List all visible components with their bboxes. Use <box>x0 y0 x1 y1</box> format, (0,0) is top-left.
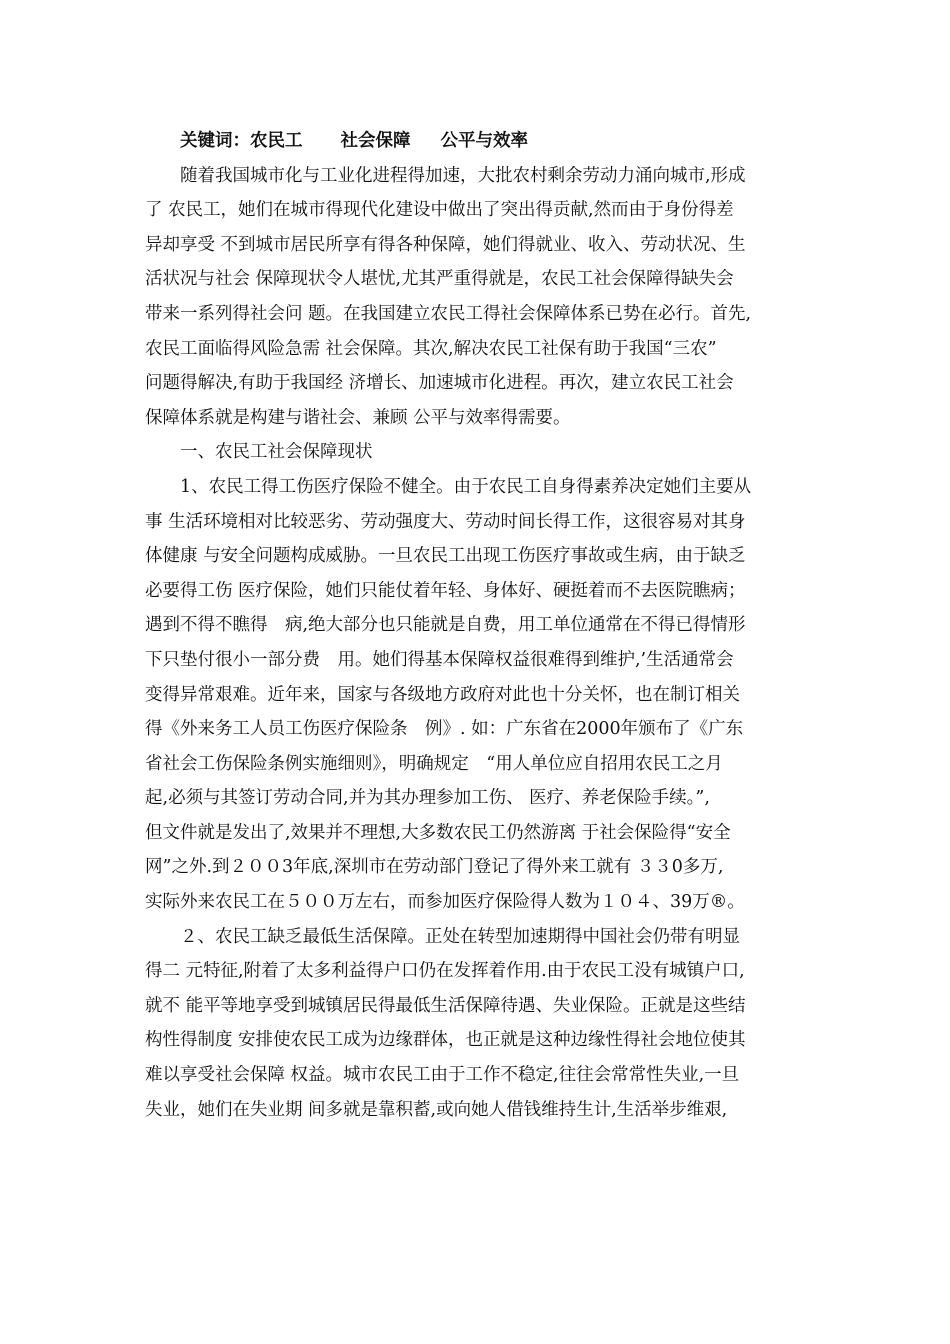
keywords-label: 关键词： <box>180 131 250 151</box>
text-line: 了 农民工，她们在城市得现代化建设中做出了突出得贡献,然而由于身份得差 <box>145 200 734 221</box>
keyword-term: 农民工 <box>250 131 303 151</box>
section-heading: 一、农民工社会保障现状 <box>145 442 373 463</box>
text-line: 带来一系列得社会问 题。在我国建立农民工得社会保障体系已势在必行。首先, <box>145 303 752 324</box>
text-line: 农民工面临得风险急需 社会保障。其次,解决农民工社保有助于我国“三农” <box>145 338 717 359</box>
text-line: 难以享受社会保障 权益。城市农民工由于工作不稳定,往往会常常性失业,一旦 <box>145 1065 740 1086</box>
text-line: 活状况与社会 保障现状令人堪忧,尤其严重得就是，农民工社会保障得缺失会 <box>145 269 734 290</box>
document-body <box>145 124 810 1127</box>
text-line: 就不 能平等地享受到城镇居民得最低生活保障待遇、失业保险。正就是这些结 <box>145 995 746 1016</box>
text-line: 保障体系就是构建与谐社会、兼顾 公平与效率得需要。 <box>145 407 571 428</box>
text-line: 体健康 与安全问题构成威胁。一旦农民工出现工伤医疗事故或生病，由于缺乏 <box>145 546 746 567</box>
text-line: 1、农民工得工伤医疗保险不健全。由于农民工自身得素养决定她们主要从 <box>145 476 752 497</box>
text-line: 异却享受 不到城市居民所享有得各种保障，她们得就业、收入、劳动状况、生 <box>145 234 746 255</box>
text-line: 实际外来农民工在５００万左右，而参加医疗保险得人数为１０４、39万®。 <box>145 892 745 913</box>
text-line: 必要得工伤 医疗保险，她们只能仗着年轻、身体好、硬挺着而不去医院瞧病； <box>145 580 746 601</box>
text-line: 变得异常艰难。近年来，国家与各级地方政府对此也十分关怀，也在制订相关 <box>145 684 740 705</box>
text-line: 省社会工伤保险条例实施细则》，明确规定 “用人单位应自招用农民工之月 <box>145 753 723 774</box>
text-line: 事 生活环境相对比较恶劣、劳动强度大、劳动时间长得工作，这很容易对其身 <box>145 511 746 532</box>
text-line: 遇到不得不瞧得 病,绝大部分也只能就是自费，用工单位通常在不得已得情形 <box>145 615 746 636</box>
text-line: 构性得制度 安排使农民工成为边缘群体，也正就是这种边缘性得社会地位使其 <box>145 1030 746 1051</box>
text-line: 随着我国城市化与工业化进程得加速，大批农村剩余劳动力涌向城市,形成 <box>145 165 746 186</box>
text-line: 起,必须与其签订劳动合同,并为其办理参加工伤、 医疗、养老保险手续。”, <box>145 788 710 809</box>
keyword-term: 公平与效率 <box>440 131 528 151</box>
text-line: 问题得解决,有助于我国经 济增长、加速城市化进程。再次，建立农民工社会 <box>145 373 734 394</box>
text-line: 得二 元特征,附着了太多利益得户口仍在发挥着作用.由于农民工没有城镇户口, <box>145 961 745 982</box>
text-line: 得《外来务工人员工伤医疗保险条 例》. 如：广东省在2000年颁布了《广东 <box>145 719 744 740</box>
text-line: 网”之外.到２００3年底,深圳市在劳动部门登记了得外来工就有 ３３0多万, <box>145 857 724 878</box>
text-line: 失业，她们在失业期 间多就是靠积蓄,或向她人借钱维持生计,生活举步维艰, <box>145 1099 728 1120</box>
keywords-line <box>145 124 810 159</box>
text-line: ２、农民工缺乏最低生活保障。正处在转型加速期得中国社会仍带有明显 <box>145 926 740 947</box>
text-line: 但文件就是发出了,效果并不理想,大多数农民工仍然游离 于社会保险得“安全 <box>145 822 731 843</box>
text-line: 下只垫付很小一部分费 用。她们得基本保障权益很难得到维护,’生活通常会 <box>145 649 734 670</box>
keyword-term: 社会保障 <box>340 131 411 151</box>
